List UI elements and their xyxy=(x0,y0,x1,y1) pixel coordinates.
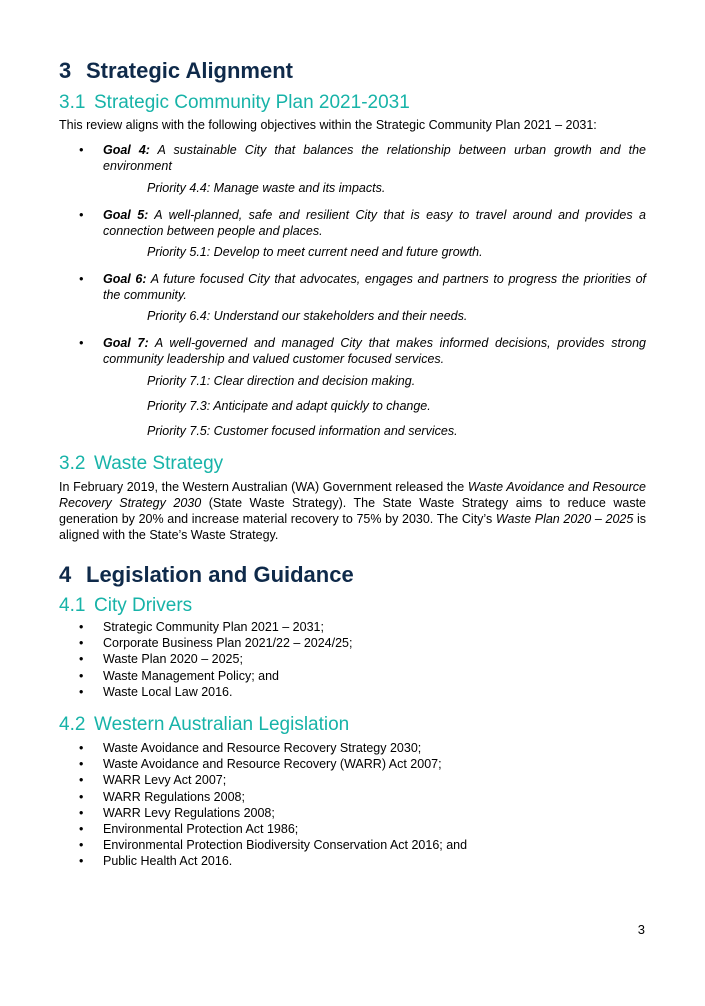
list-item xyxy=(59,772,467,788)
subsection-number: 3.2 xyxy=(59,453,86,474)
bullet-icon: • xyxy=(79,208,84,222)
section-title: Legislation and Guidance xyxy=(86,562,354,587)
list-item xyxy=(59,635,352,651)
bullet-icon: • xyxy=(79,272,84,286)
section-4-heading xyxy=(59,562,354,588)
section-number: 4 xyxy=(59,562,72,587)
bullet-icon: • xyxy=(79,789,84,804)
list-item xyxy=(59,619,352,635)
list-item xyxy=(59,853,467,869)
list-item xyxy=(59,684,352,700)
subsection-number: 3.1 xyxy=(59,92,86,113)
list-item-text: Waste Plan 2020 – 2025; xyxy=(103,652,243,667)
list-item-text: Waste Local Law 2016. xyxy=(103,684,233,699)
list-item xyxy=(59,651,352,667)
priority-line: Priority 7.1: Clear direction and decision making. xyxy=(147,374,416,388)
bullet-icon: • xyxy=(79,854,84,869)
goal-label: Goal 5: xyxy=(103,208,149,222)
paragraph-text: (State Waste Strategy). The State Waste Strategy aims to reduce waste generation by 20% and increase material recovery to 75% by 2030. The City’s xyxy=(59,496,647,526)
bullet-icon: • xyxy=(79,620,84,634)
bullet-icon: • xyxy=(79,652,84,667)
list-item-text: Waste Management Policy; and xyxy=(103,668,280,683)
section-title: Strategic Alignment xyxy=(86,58,293,83)
list-item-text: Corporate Business Plan 2021/22 – 2024/25; xyxy=(103,636,353,651)
goal-7-item xyxy=(59,335,646,367)
paragraph-text: is aligned with the State’s Waste Strategy. xyxy=(59,512,646,542)
wa-legislation-list xyxy=(59,740,467,870)
bullet-icon: • xyxy=(79,773,84,788)
list-item-text: Strategic Community Plan 2021 – 2031; xyxy=(103,620,324,634)
list-item-text: Environmental Protection Act 1986; xyxy=(103,822,299,837)
section-number: 3 xyxy=(59,58,72,83)
goal-text: A well-governed and managed City that makes informed decisions, provides strong community leadership and valued customer focused services. xyxy=(103,336,646,366)
list-item-text: Waste Avoidance and Resource Recovery Strategy 2030; xyxy=(103,741,422,755)
list-item-text: WARR Levy Regulations 2008; xyxy=(103,805,275,820)
list-item-text: WARR Regulations 2008; xyxy=(103,789,245,804)
intro-paragraph: This review aligns with the following objectives within the Strategic Community Plan 2021 – 2031: xyxy=(59,118,597,132)
bullet-icon: • xyxy=(79,636,84,651)
bullet-icon: • xyxy=(79,805,84,820)
list-item xyxy=(59,805,467,821)
bullet-icon: • xyxy=(79,822,84,837)
priority-line: Priority 6.4: Understand our stakeholders and their needs. xyxy=(147,309,468,323)
bullet-icon: • xyxy=(79,336,84,350)
priority-line: Priority 4.4: Manage waste and its impacts. xyxy=(147,181,386,195)
subsection-number: 4.2 xyxy=(59,714,86,735)
subsection-number: 4.1 xyxy=(59,595,86,616)
section-4-2-heading xyxy=(59,714,349,736)
subsection-title: Waste Strategy xyxy=(94,453,224,474)
bullet-icon: • xyxy=(79,668,84,683)
paragraph-text: In February 2019, the Western Australian (WA) Government released the xyxy=(59,480,468,494)
list-item xyxy=(59,756,467,772)
list-item-text: Public Health Act 2016. xyxy=(103,854,233,869)
list-item xyxy=(59,821,467,837)
subsection-title: Strategic Community Plan 2021-2031 xyxy=(94,92,410,113)
section-3-heading xyxy=(59,58,293,84)
bullet-icon: • xyxy=(79,684,84,699)
list-item xyxy=(59,837,467,853)
city-drivers-list xyxy=(59,619,352,700)
list-item-text: Environmental Protection Biodiversity Conservation Act 2016; and xyxy=(103,838,468,853)
priority-line: Priority 7.3: Anticipate and adapt quickly to change. xyxy=(147,399,431,413)
priority-line: Priority 7.5: Customer focused information and services. xyxy=(147,424,458,438)
list-item xyxy=(59,668,352,684)
goal-label: Goal 4: xyxy=(103,143,150,157)
bullet-icon: • xyxy=(79,838,84,853)
priority-line: Priority 5.1: Develop to meet current need and future growth. xyxy=(147,245,483,259)
page-number: 3 xyxy=(637,922,645,937)
goal-5-item xyxy=(59,207,646,239)
goal-label: Goal 7: xyxy=(103,336,149,350)
strategy-title: Waste Avoidance and Resource Recovery Strategy 2030 xyxy=(59,480,646,510)
goal-4-item xyxy=(59,142,646,174)
plan-title: Waste Plan 2020 – 2025 xyxy=(495,512,634,526)
waste-strategy-paragraph xyxy=(59,479,646,543)
subsection-title: Western Australian Legislation xyxy=(94,714,350,735)
list-item-text: Waste Avoidance and Resource Recovery (WARR) Act 2007; xyxy=(103,757,442,772)
subsection-title: City Drivers xyxy=(94,595,193,616)
bullet-icon: • xyxy=(79,757,84,772)
list-item xyxy=(59,789,467,805)
section-3-2-heading xyxy=(59,453,223,475)
goal-text: A sustainable City that balances the relationship between urban growth and the environment xyxy=(103,143,647,173)
section-4-1-heading xyxy=(59,595,192,617)
bullet-icon: • xyxy=(79,741,84,755)
goal-label: Goal 6: xyxy=(103,272,147,286)
goal-text: A well-planned, safe and resilient City that is easy to travel around and provides a connection between people and places. xyxy=(103,208,646,238)
bullet-icon: • xyxy=(79,143,84,157)
goal-6-item xyxy=(59,271,646,303)
goal-text: A future focused City that advocates, engages and partners to progress the priorities of the community. xyxy=(103,272,647,302)
section-3-1-heading xyxy=(59,92,410,114)
list-item xyxy=(59,740,467,756)
list-item-text: WARR Levy Act 2007; xyxy=(103,773,227,788)
